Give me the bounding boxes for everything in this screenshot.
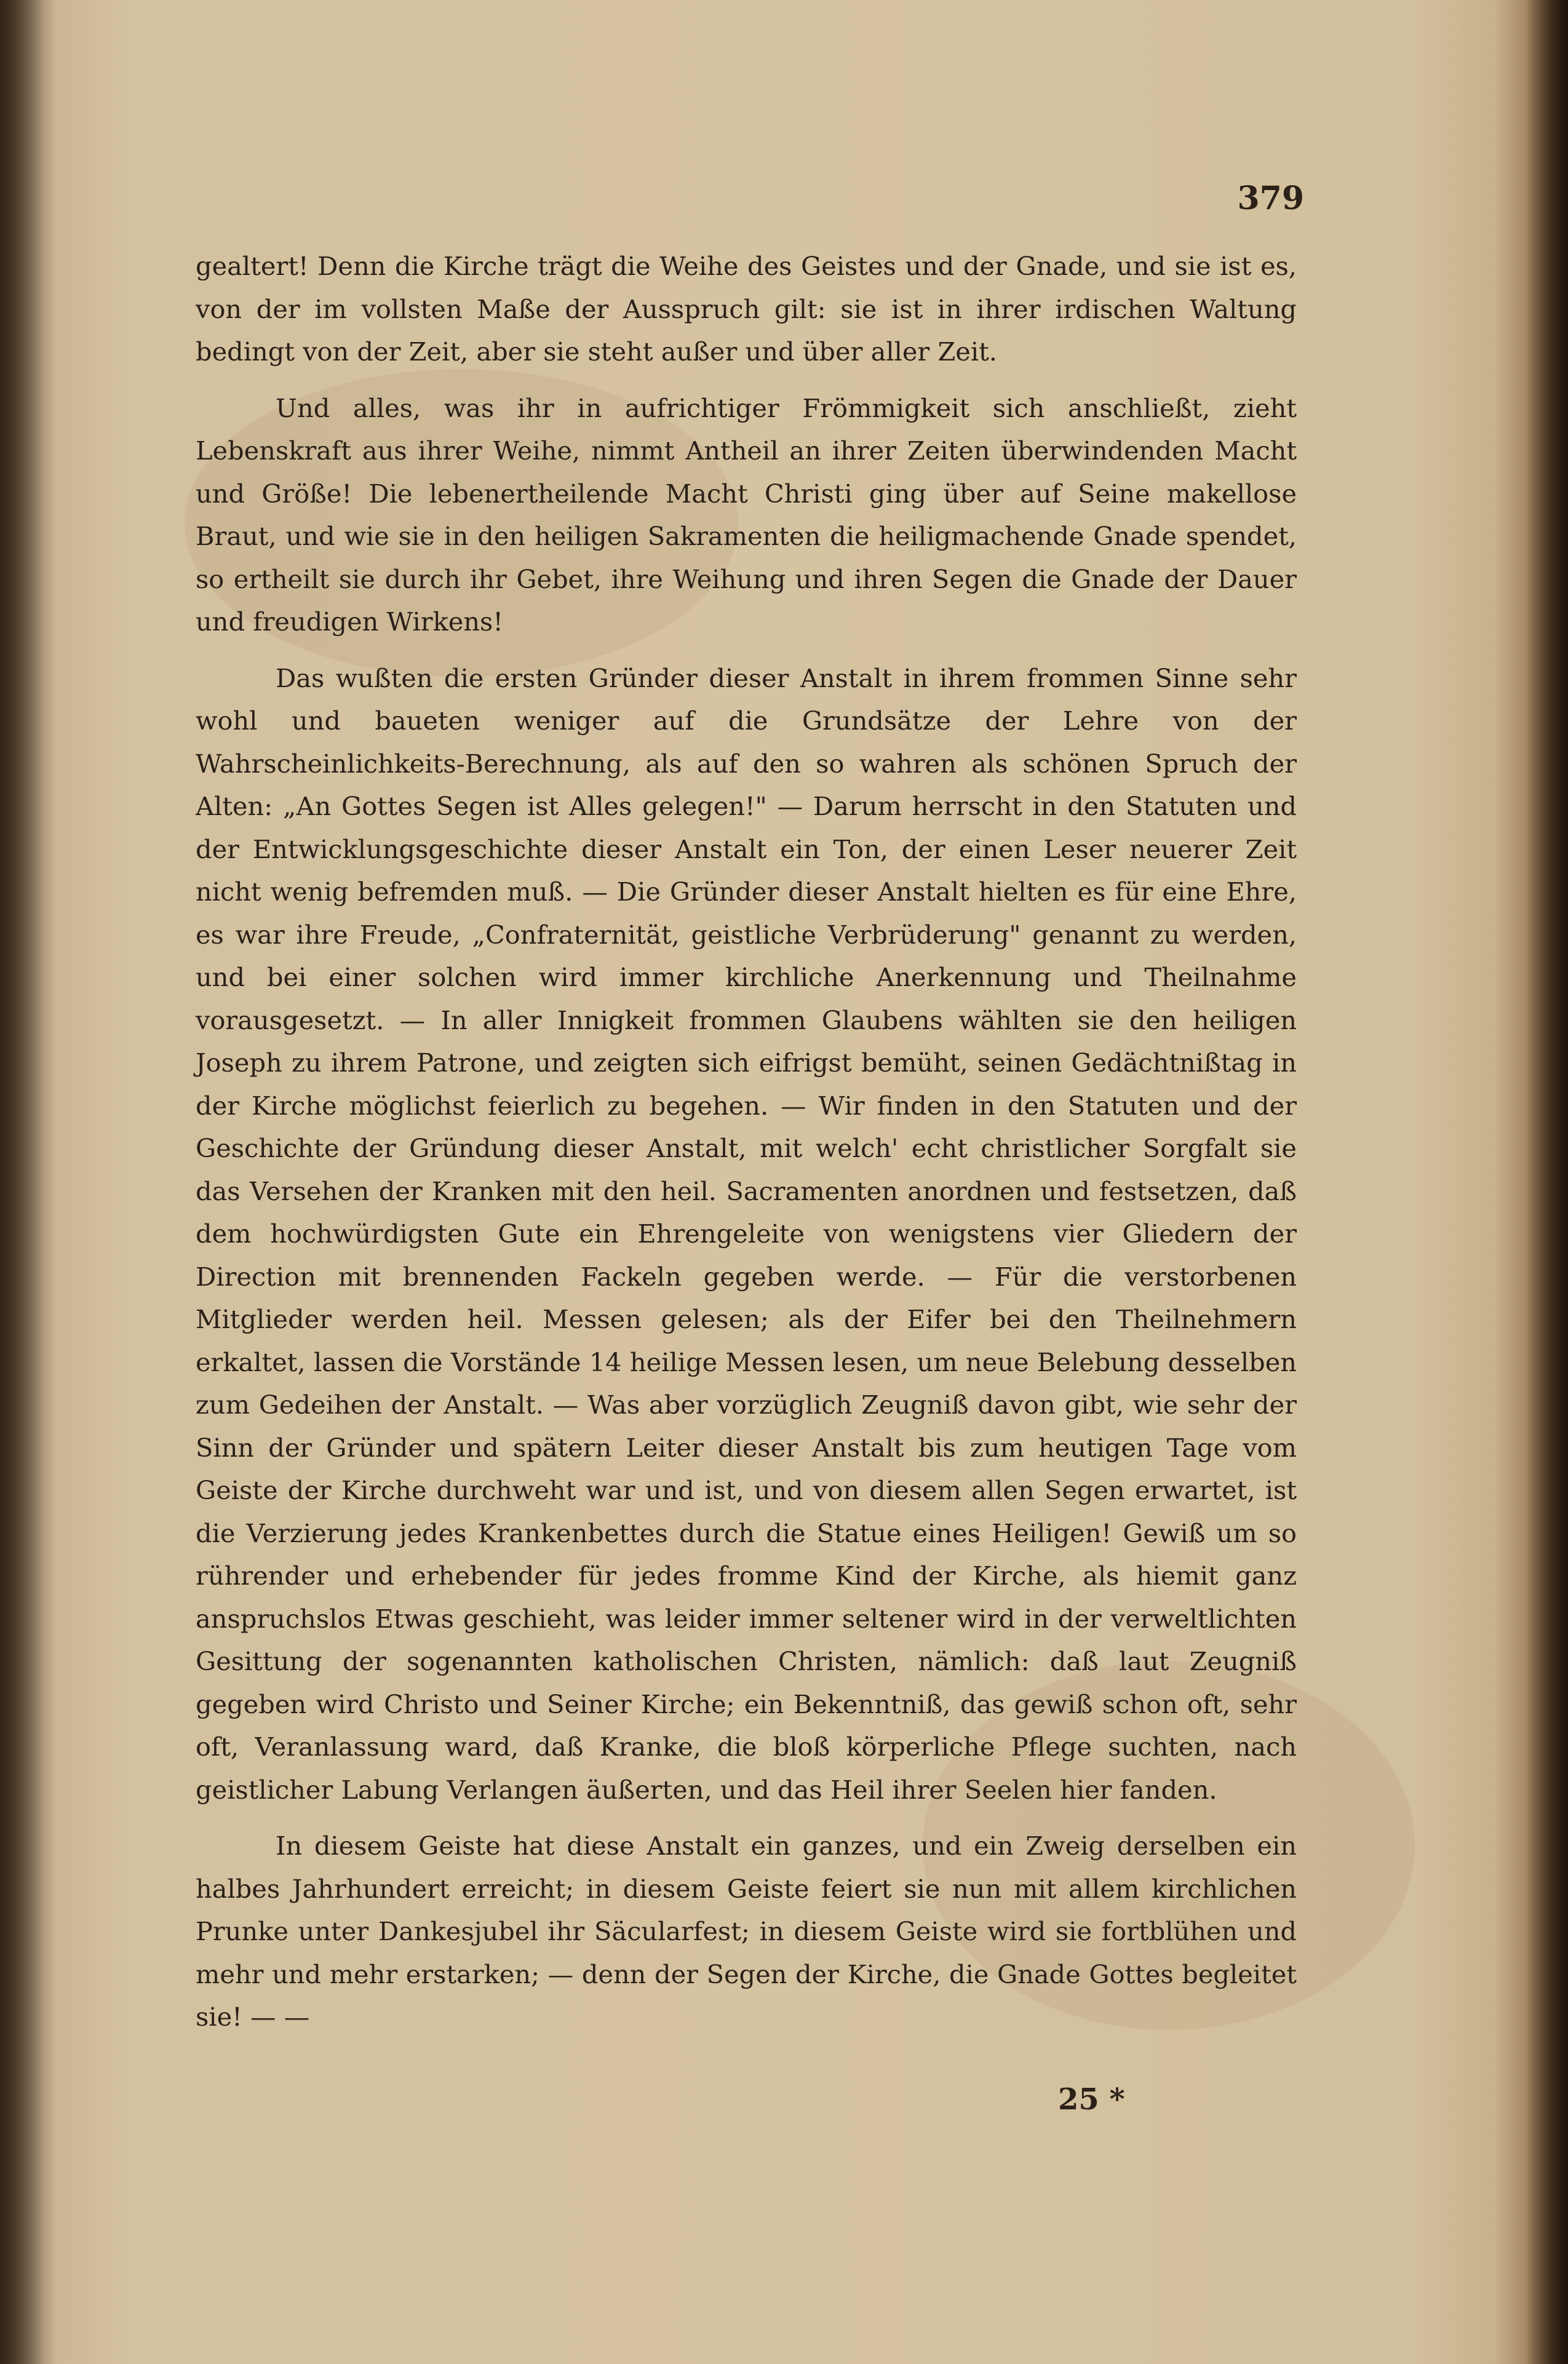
edge-shadow — [1525, 0, 1568, 2364]
paragraph: Und alles, was ihr in aufrichtiger Frömmigkeit sich anschließt, zieht Lebenskraft aus ihrer Weihe, nimmt Antheil an ihrer Zeiten überwindenden Macht und Größe! Die lebenertheilende Macht Christi ging über auf Seine makellose Braut, und wie sie in den heiligen Sakramenten die heiligmachende Gnade spendet, so ertheilt sie durch ihr Gebet, ihre Weihung und ihren Segen die Gnade der Dauer und freudigen Wirkens! — [196, 392, 1297, 637]
paragraph: gealtert! Denn die Kirche trägt die Weihe des Geistes und der Gnade, und sie ist es, von der im vollsten Maße der Ausspruch gilt: sie ist in ihrer irdischen Waltung bedingt von der Zeit, aber sie steht außer und über aller Zeit. — [196, 251, 1297, 367]
body-text — [196, 245, 1297, 2039]
paragraph: Das wußten die ersten Gründer dieser Anstalt in ihrem frommen Sinne sehr wohl und baueten weniger auf die Grundsätze der Lehre von der Wahrscheinlichkeits-Berechnung, als auf den so wahren als schönen Spruch der Alten: „An Gottes Segen ist Alles gelegen!" — Darum herrscht in den Statuten und der Entwicklungsgeschichte dieser Anstalt ein Ton, der einen Leser neuerer Zeit nicht wenig befremden muß. — Die Gründer dieser Anstalt hielten es für eine Ehre, es war ihre Freude, „Confraternität, geistliche Verbrüderung" genannt zu werden, und bei einer solchen wird immer kirchliche Anerkennung und Theilnahme vorausgesetzt. — In aller Innigkeit frommen Glaubens wählten sie den heiligen Joseph zu ihrem Patrone, und zeigten sich eifrigst bemüht, seinen Gedächtnißtag in der Kirche möglichst feierlich zu begehen. — Wir finden in den Statuten und der Geschichte der Gründung dieser Anstalt, mit welch' echt christlicher Sorgfalt sie das Versehen der Kranken mit den heil. Sacramenten anordnen und festsetzen, daß dem hochwürdigsten Gute ein Ehrengeleite von wenigstens vier Gliedern der Direction mit brennenden Fackeln gegeben werde. — Für die verstorbenen Mitglieder werden heil. Messen gelesen; als der Eifer bei den Theilnehmern erkaltet, lassen die Vorstände 14 heilige Messen lesen, um neue Belebung desselben zum Gedeihen der Anstalt. — Was aber vorzüglich Zeugniß davon gibt, wie sehr der Sinn der Gründer und spätern Leiter dieser Anstalt bis zum heutigen Tage vom Geiste der Kirche durchweht war und ist, und von diesem allen Segen erwartet, ist die Verzierung jedes Krankenbettes durch die Statue eines Heiligen! Gewiß um so rührender und erhebender für jedes fromme Kind der Kirche, als hiemit ganz anspruchslos Etwas geschieht, was leider immer seltener wird in der verweltlichten Gesittung der sogenannten katholischen Christen, nämlich: daß laut Zeugniß gegeben wird Christo und Seiner Kirche; ein Bekenntniß, das gewiß schon oft, sehr oft, Veranlassung ward, daß Kranke, die bloß körperliche Pflege suchten, nach geistlicher Labung Verlangen äußerten, und das Heil ihrer Seelen hier fanden. — [196, 663, 1297, 1805]
binding-shadow — [0, 0, 55, 2364]
page-number: 379 — [1237, 180, 1304, 217]
paragraph: In diesem Geiste hat diese Anstalt ein ganzes, und ein Zweig derselben ein halbes Jahrhundert erreicht; in diesem Geiste feiert sie nun mit allem kirchlichen Prunke unter Dankesjubel ihr Säcularfest; in diesem Geiste wird sie fortblühen und mehr und mehr erstarken; — denn der Segen der Kirche, die Gnade Gottes begleitet sie! — — — [196, 1831, 1297, 2032]
signature-mark: 25 * — [1058, 2082, 1125, 2117]
